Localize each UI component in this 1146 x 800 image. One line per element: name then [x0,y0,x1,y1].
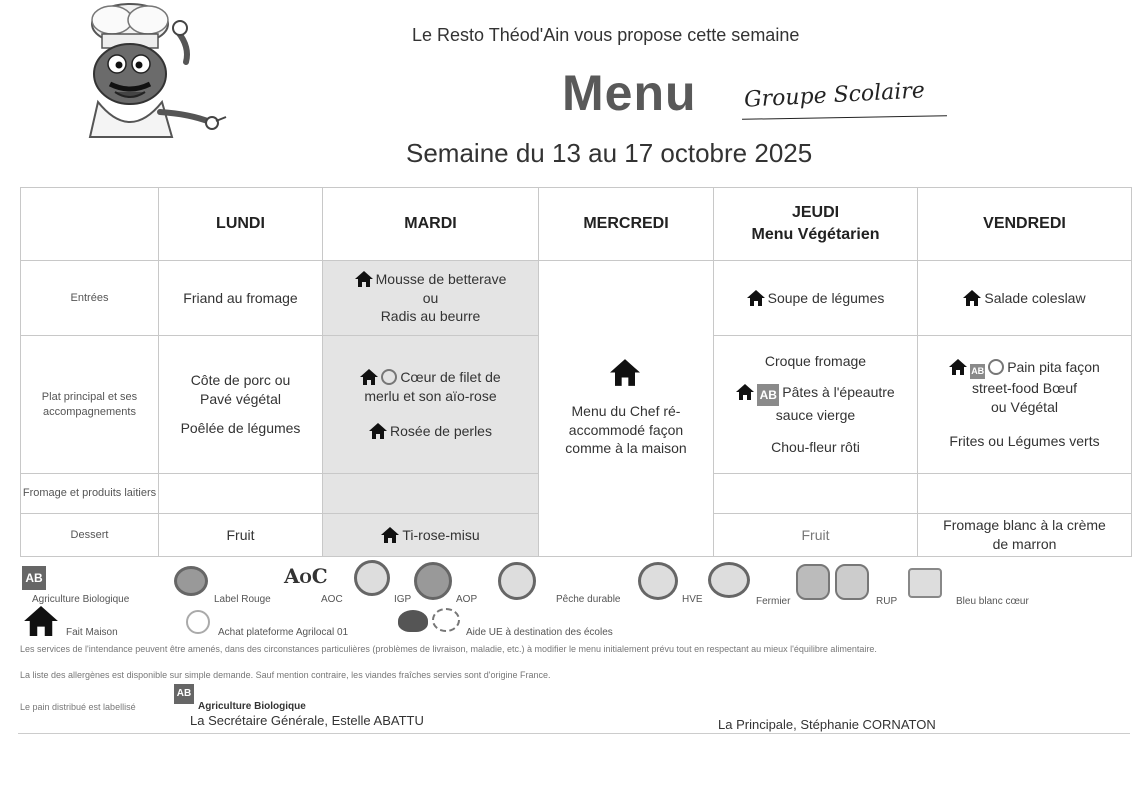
ab-bio-icon: AB [174,684,194,704]
day-jeudi-subtitle: Menu Végétarien [751,226,880,243]
hve-icon [638,562,678,600]
ue-icon-2 [432,608,460,632]
vendredi-dessert [918,514,1132,557]
house-icon [381,527,399,543]
legend-bio: Agriculture Biologique [32,594,130,605]
day-jeudi [714,188,918,261]
rup-icon-1 [796,564,830,600]
day-lundi: LUNDI [159,188,323,261]
house-icon [949,359,967,375]
house-icon [610,359,640,386]
house-icon [747,290,765,306]
lundi-plat-3: Poêlée de légumes [180,419,301,436]
mardi-dessert [323,514,539,557]
corner-cell [21,188,159,261]
ab-bio-icon: AB [22,566,46,590]
mardi-plat-2: merlu et son aïo-rose [364,388,497,405]
note-service: Les services de l'intendance peuvent être amenés, dans des circonstances particulières (problèmes de livraison, maladie, etc.) à modifier le menu initialement prévu tout en respectant au mieux l'équilibre alimentaire. [20,644,877,654]
bleu-blanc-coeur-icon [908,568,942,598]
mardi-plat [323,336,539,474]
row-label-dessert: Dessert [21,514,159,557]
vendredi-fromage [918,474,1132,514]
mardi-fromage [323,474,539,514]
mardi-entree-3: Radis au beurre [380,308,481,325]
peche-durable-icon [498,562,536,600]
vendredi-entree-text: Salade coleslaw [984,289,1086,306]
header-row [21,188,1132,261]
jeudi-fromage [714,474,918,514]
bottom-divider [18,733,1130,734]
vendredi-plat-1: Pain pita façon [1007,358,1100,375]
legend-fait-maison: Fait Maison [66,627,118,638]
day-mardi: MARDI [323,188,539,261]
legend-aide: Aide UE à destination des écoles [466,627,613,638]
bio-label-text: Agriculture Biologique [198,701,306,712]
chef-illustration [40,2,230,142]
lundi-fromage [159,474,323,514]
label-icon [988,359,1004,375]
legend-label-rouge: Label Rouge [214,594,271,605]
legend-aop: AOP [456,594,478,605]
jeudi-plat [714,336,918,474]
legend-peche: Pêche durable [556,594,621,605]
rup-icon-2 [835,564,869,600]
mardi-entree-1: Mousse de betterave [375,270,507,287]
lundi-entree: Friand au fromage [159,261,323,336]
fermier-icon [708,562,750,598]
row-label-entrees: Entrées [21,261,159,336]
mardi-dessert-text: Ti-rose-misu [402,526,480,543]
house-icon [369,423,387,439]
igp-icon [354,560,390,596]
house-icon [963,290,981,306]
week-title: Semaine du 13 au 17 octobre 2025 [406,138,813,168]
vendredi-plat [918,336,1132,474]
label-rouge-icon [174,566,208,596]
mercredi-menu-1: Menu du Chef ré- [571,402,681,419]
house-icon [360,369,378,385]
legend-aoc: AOC [321,594,343,605]
row-label-fromage: Fromage et produits laitiers [21,474,159,514]
ab-bio-icon: AB [970,364,985,379]
ab-bio-icon: AB [757,384,779,406]
legend-achat: Achat plateforme Agrilocal 01 [218,627,349,638]
agrilocal-icon [186,610,210,634]
legend-bleu-blanc-coeur: Bleu blanc cœur [956,596,1029,607]
signature-principale: La Principale, Stéphanie CORNATON [718,717,936,732]
jeudi-entree-text: Soupe de légumes [767,289,885,306]
house-icon [22,606,60,641]
intro-text: Le Resto Théod'Ain vous propose cette semaine [412,25,800,45]
jeudi-entree [714,261,918,336]
group-name-handwritten: Groupe Scolaire [743,78,926,113]
vendredi-dessert-2: de marron [992,536,1057,552]
aop-icon [414,562,452,600]
legend-fermier: Fermier [756,596,791,607]
jeudi-plat-2: Pâtes à l'épeautre [782,383,895,400]
mardi-entree-2: ou [422,289,439,306]
jeudi-dessert: Fruit [714,514,918,557]
legend-igp: IGP [394,594,412,605]
menu-title: Menu [562,65,697,121]
lundi-plat-1: Côte de porc ou [190,372,291,389]
jeudi-plat-4: Chou-fleur rôti [771,439,860,456]
vendredi-plat-2: street-food Bœuf [971,379,1078,396]
legend-rup: RUP [876,596,898,607]
note-allergenes: La liste des allergènes est disponible sur simple demande. Sauf mention contraire, les viandes fraîches servies sont d'origine France. [20,670,551,680]
day-mercredi: MERCREDI [539,188,714,261]
mardi-plat-3: Rosée de perles [390,422,492,439]
house-icon [736,384,754,400]
lundi-plat-2: Pavé végétal [200,391,281,408]
vendredi-entree [918,261,1132,336]
group-underline [742,115,947,120]
mercredi-menu-3: comme à la maison [565,440,687,457]
day-jeudi-label: JEUDI [791,204,840,222]
ue-icon-1 [398,610,428,632]
row-entrees [21,261,1132,336]
legend [18,558,1130,733]
lundi-dessert: Fruit [159,514,323,557]
menu-table [20,187,1132,557]
mardi-plat-1: Cœur de filet de [400,369,501,386]
note-pain: Le pain distribué est labellisé [20,702,136,712]
day-vendredi: VENDREDI [918,188,1132,261]
signature-secretaire: La Secrétaire Générale, Estelle ABATTU [190,713,424,728]
legend-hve: HVE [682,594,703,605]
jeudi-plat-1: Croque fromage [764,352,867,369]
mardi-entree [323,261,539,336]
peche-durable-icon [381,369,397,385]
mercredi-menu [539,261,714,557]
vendredi-dessert-1: Fromage blanc à la crème [943,517,1106,534]
mercredi-menu-2: accommodé façon [568,421,684,438]
jeudi-plat-3: sauce vierge [775,406,856,423]
vendredi-plat-3: ou Végétal [991,398,1058,415]
row-label-plat: Plat principal et ses accompagnements [21,336,159,474]
lundi-plat [159,336,323,474]
vendredi-plat-4: Frites ou Légumes verts [949,433,1100,450]
house-icon [355,271,373,287]
aoc-icon: AOC [284,564,328,588]
